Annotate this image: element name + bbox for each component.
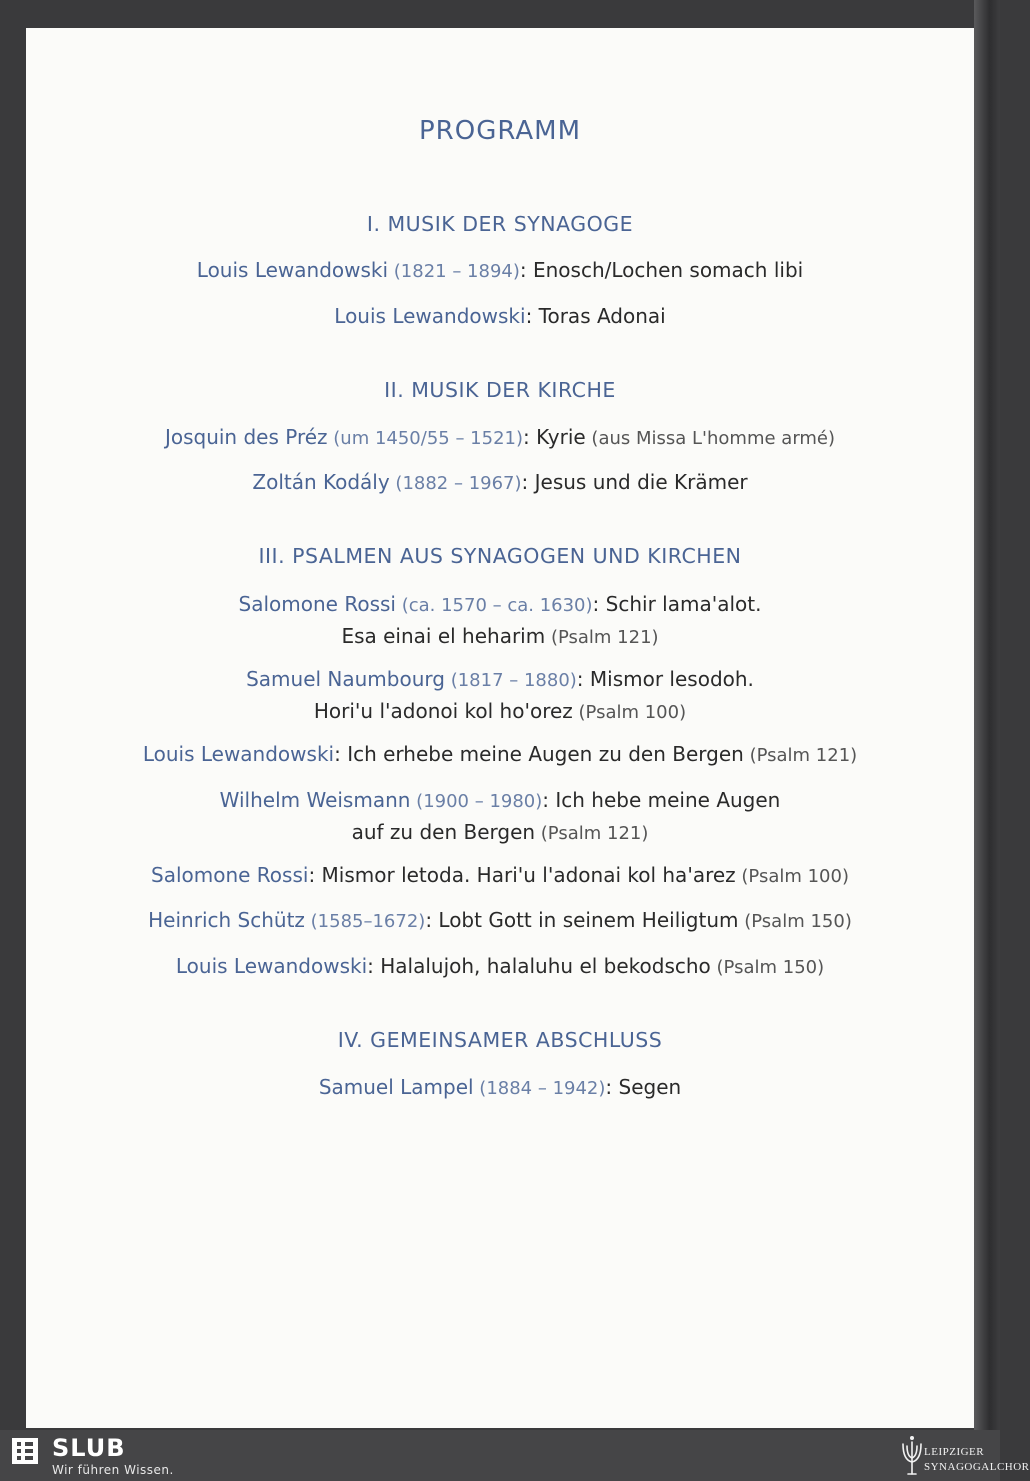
program-entry xyxy=(0,739,1000,771)
composer: Louis Lewandowski xyxy=(196,258,389,282)
program-entry xyxy=(0,785,1000,849)
work-note: (aus Missa L'homme armé) xyxy=(585,428,836,449)
work-title: : Halalujoh, halaluhu el bekodscho xyxy=(367,954,711,978)
choir-name-line2: SYNAGOGALCHOR xyxy=(924,1461,1030,1473)
program-entry xyxy=(0,255,1000,287)
work-title: : Lobt Gott in seinem Heiligtum xyxy=(425,908,739,932)
slub-logo-icon xyxy=(12,1438,38,1464)
composer: Wilhelm Weismann xyxy=(219,788,411,812)
work-note: (Psalm 150) xyxy=(710,957,825,978)
work-title: : Jesus und die Krämer xyxy=(521,470,748,494)
work-title: : Ich hebe meine Augen xyxy=(542,788,781,812)
program-entry xyxy=(0,951,1000,983)
section-heading: I. MUSIK DER SYNAGOGE xyxy=(366,212,634,236)
program-entry xyxy=(0,860,1000,892)
section-heading: III. PSALMEN AUS SYNAGOGEN UND KIRCHEN xyxy=(258,544,742,568)
program-entry xyxy=(0,1072,1000,1104)
work-title: : Segen xyxy=(605,1075,682,1099)
composer: Louis Lewandowski xyxy=(175,954,368,978)
composer: Samuel Lampel xyxy=(318,1075,474,1099)
work-title: : Mismor lesodoh. xyxy=(576,667,754,691)
choir-name-line1: LEIPZIGER xyxy=(924,1446,985,1458)
work-note: (Psalm 121) xyxy=(545,627,659,648)
work-note: (Psalm 150) xyxy=(738,911,852,932)
composer-dates: (1900 – 1980) xyxy=(410,791,543,812)
footer-bar xyxy=(0,1430,1030,1481)
program-page xyxy=(26,28,974,1428)
work-title: : Toras Adonai xyxy=(525,304,666,328)
work-title: : Mismor letoda. Hari'u l'adonai kol ha'arez xyxy=(308,863,736,887)
composer-dates: (1882 – 1967) xyxy=(389,473,522,494)
composer-dates: (1884 – 1942) xyxy=(473,1078,606,1099)
work-title: : Ich erhebe meine Augen zu den Bergen xyxy=(334,742,744,766)
work-title-continued: Esa einai el heharim xyxy=(341,624,546,648)
composer: Heinrich Schütz xyxy=(148,908,305,932)
composer-dates: (1585–1672) xyxy=(304,911,426,932)
library-slogan: Wir führen Wissen. xyxy=(52,1463,174,1477)
composer: Samuel Naumbourg xyxy=(246,667,445,691)
composer: Josquin des Préz xyxy=(164,425,328,449)
page-title: PROGRAMM xyxy=(418,116,582,146)
work-note: (Psalm 100) xyxy=(735,866,849,887)
program-entry xyxy=(0,301,1000,331)
program-entry xyxy=(0,422,1000,454)
library-name: SLUB xyxy=(52,1434,126,1462)
composer-dates: (1817 – 1880) xyxy=(444,670,577,691)
work-title: : Schir lama'alot. xyxy=(592,592,762,616)
work-note: (Psalm 121) xyxy=(535,823,649,844)
composer: Louis Lewandowski xyxy=(142,742,335,766)
composer: Salomone Rossi xyxy=(238,592,396,616)
program-entry xyxy=(0,589,1000,653)
work-title: : Enosch/Lochen somach libi xyxy=(519,258,804,282)
work-title-continued: auf zu den Bergen xyxy=(351,820,536,844)
section-heading: IV. GEMEINSAMER ABSCHLUSS xyxy=(337,1028,663,1052)
program-entry xyxy=(0,467,1000,499)
composer-dates: (ca. 1570 – ca. 1630) xyxy=(395,595,593,616)
work-note: (Psalm 121) xyxy=(743,745,858,766)
menorah-icon xyxy=(900,1434,924,1478)
work-title: : Kyrie xyxy=(523,425,586,449)
composer: Salomone Rossi xyxy=(151,863,309,887)
section-heading: II. MUSIK DER KIRCHE xyxy=(384,378,616,402)
program-entry xyxy=(0,905,1000,937)
composer: Louis Lewandowski xyxy=(334,304,526,328)
program-entry xyxy=(0,664,1000,728)
composer: Zoltán Kodály xyxy=(252,470,390,494)
composer-dates: (um 1450/55 – 1521) xyxy=(327,428,524,449)
work-title-continued: Hori'u l'adonoi kol ho'orez xyxy=(313,699,573,723)
composer-dates: (1821 – 1894) xyxy=(388,261,520,282)
work-note: (Psalm 100) xyxy=(572,702,687,723)
